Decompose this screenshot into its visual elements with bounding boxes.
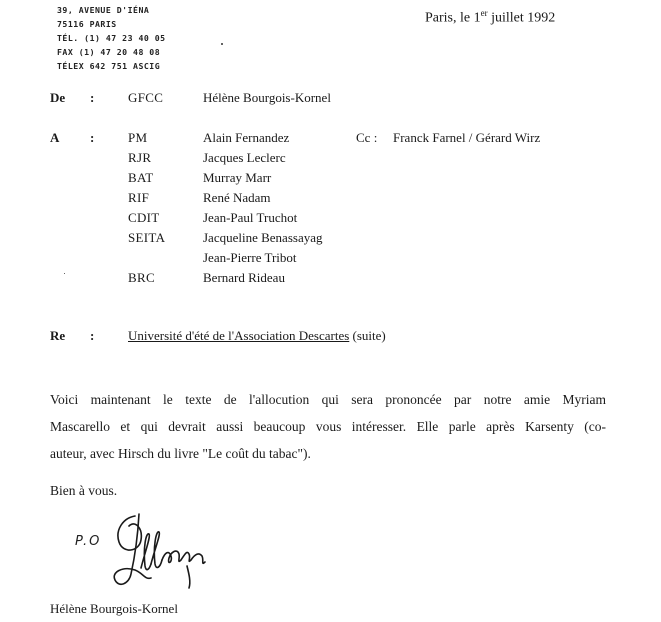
letter-date [425, 8, 555, 27]
subject-line [128, 328, 386, 344]
scan-speck [64, 273, 65, 274]
from-org: GFCC [128, 90, 164, 105]
recipient-org: BAT [128, 170, 154, 185]
recipient-name: Murray Marr [203, 170, 272, 185]
recipient-name: Jean-Paul Truchot [203, 210, 298, 225]
handwritten-signature [105, 508, 215, 598]
subject-suffix: (suite) [349, 328, 386, 343]
scan-speck [221, 43, 223, 45]
po-mark: P.O [75, 534, 102, 549]
letterhead-address: 39, AVENUE D'IÉNA [57, 5, 150, 15]
cc-names: Franck Farnel / Gérard Wirz [393, 130, 541, 145]
body-line: Mascarello et qui devrait aussi beaucoup vous intéresser. Elle parle après Karsenty (co- [50, 419, 606, 434]
recipient-org: RIF [128, 190, 150, 205]
to-label: A [50, 130, 60, 145]
body-line: auteur, avec Hirsch du livre "Le coût du tabac"). [50, 446, 311, 461]
body-line: Voici maintenant le texte de l'allocution qui sera prononcée par notre amie Myriam [50, 392, 606, 407]
closing-text: Bien à vous. [50, 483, 118, 498]
recipient-name: Alain Fernandez [203, 130, 290, 145]
subject-colon: : [90, 328, 95, 343]
recipient-name: Jacqueline Benassayag [203, 230, 323, 245]
date-suffix: juillet 1992 [487, 10, 556, 26]
body-paragraph [50, 386, 606, 467]
recipient-name: Jean-Pierre Tribot [203, 250, 297, 265]
recipient-org: RJR [128, 150, 152, 165]
date-prefix: Paris, le 1 [425, 10, 481, 26]
date-superscript: er [480, 8, 488, 18]
to-colon: : [90, 130, 95, 145]
recipient-org: CDIT [128, 210, 160, 225]
subject-title: Université d'été de l'Association Descartes [128, 328, 350, 343]
subject-label: Re [50, 328, 66, 343]
cc-label: Cc : [356, 130, 378, 145]
letterhead-postcode: 75116 PARIS [57, 19, 117, 29]
recipient-name: Bernard Rideau [203, 270, 285, 285]
from-name: Hélène Bourgois-Kornel [203, 90, 331, 105]
recipient-name: René Nadam [203, 190, 271, 205]
recipient-name: Jacques Leclerc [203, 150, 286, 165]
recipient-org: BRC [128, 270, 155, 285]
letterhead-telex: TÉLEX 642 751 ASCIG [57, 61, 161, 71]
from-colon: : [90, 90, 95, 105]
from-label: De [50, 90, 66, 105]
recipient-org: PM [128, 130, 148, 145]
letterhead-phone: TÉL. (1) 47 23 40 05 [57, 33, 166, 43]
recipient-org: SEITA [128, 230, 166, 245]
signer-name: Hélène Bourgois-Kornel [50, 601, 178, 616]
letterhead-fax: FAX (1) 47 20 48 08 [57, 47, 161, 57]
